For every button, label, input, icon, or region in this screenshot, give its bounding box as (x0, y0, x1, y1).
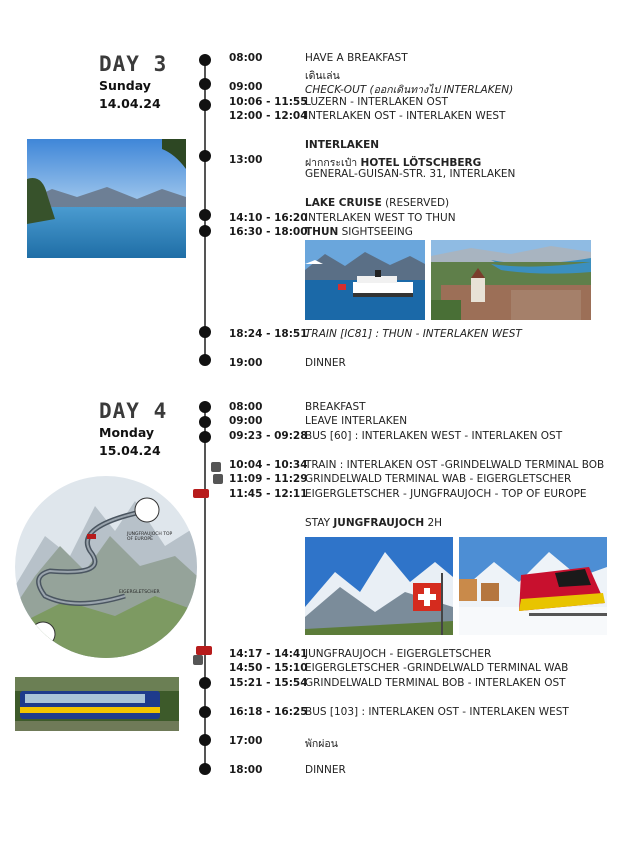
schedule-desc: EIGERGLETSCHER -GRINDELWALD TERMINAL WAB (305, 662, 569, 674)
schedule-time: 09:23 - 09:28 (229, 430, 308, 442)
jungfrau-railway-photo (459, 537, 607, 635)
schedule-time: 09:00 (229, 81, 263, 93)
schedule-time: 09:00 (229, 415, 263, 427)
timeline-dot (199, 734, 211, 746)
schedule-desc: INTERLAKEN OST - INTERLAKEN WEST (305, 110, 506, 122)
schedule-time: 08:00 (229, 52, 263, 64)
schedule-desc: TRAIN [IC81] : THUN - INTERLAKEN WEST (305, 328, 522, 340)
schedule-time: 11:09 - 11:29 (229, 473, 308, 485)
map-label-mid: EIGERGLETSCHER (119, 590, 160, 595)
timeline-dot (199, 401, 211, 413)
timeline-dot (199, 78, 211, 90)
timeline-dot (199, 354, 211, 366)
gondola-icon (193, 655, 203, 665)
timeline-dot (199, 209, 211, 221)
schedule-desc: ฝากกระเป๋า HOTEL LÖTSCHBERG (305, 157, 482, 169)
map-label-bottom: GRINDELWALD TERMINAL (31, 650, 64, 658)
schedule-desc: STAY JUNGFRAUJOCH 2H (305, 517, 443, 529)
schedule-time: 14:10 - 16:20 (229, 212, 308, 224)
timeline-dot (199, 54, 211, 66)
schedule-time: 11:45 - 12:11 (229, 488, 308, 500)
gondola-icon (211, 462, 221, 472)
schedule-time: 19:00 (229, 357, 263, 369)
day3-weekday: Sunday (99, 78, 151, 93)
schedule-time: 10:06 - 11:55 (229, 96, 308, 108)
timeline-dot (199, 706, 211, 718)
schedule-time: 14:50 - 15:10 (229, 662, 308, 674)
schedule-time: 15:21 - 15:54 (229, 677, 308, 689)
train-icon (196, 646, 212, 655)
gondola-icon (213, 474, 223, 484)
schedule-time: 18:24 - 18:51 (229, 328, 308, 340)
schedule-desc: GRINDELWALD TERMINAL WAB - EIGERGLETSCHER (305, 473, 572, 485)
schedule-desc: HAVE A BREAKFAST (305, 52, 408, 64)
lake-cruise-photo (305, 240, 425, 320)
jungfraujoch-flag-photo (305, 537, 453, 635)
schedule-time: 10:04 - 10:34 (229, 459, 308, 471)
timeline-dot (199, 677, 211, 689)
schedule-time: 13:00 (229, 154, 263, 166)
schedule-desc: BUS [60] : INTERLAKEN WEST - INTERLAKEN OST (305, 430, 563, 442)
schedule-desc: CHECK-OUT (ออกเดินทางไป INTERLAKEN) (305, 84, 514, 96)
schedule-desc: LEAVE INTERLAKEN (305, 415, 408, 427)
map-label-top: JUNGFRAUJOCH TOP OF EUROPE (127, 532, 173, 542)
train-icon (193, 489, 209, 498)
schedule-desc: GENERAL-GUISAN-STR. 31, INTERLAKEN (305, 168, 516, 180)
schedule-desc: JUNGFRAUJOCH - EIGERGLETSCHER (305, 648, 492, 660)
lake-thun-photo (27, 139, 186, 258)
schedule-time: 08:00 (229, 401, 263, 413)
timeline-dot (199, 763, 211, 775)
schedule-desc: LUZERN - INTERLAKEN OST (305, 96, 448, 108)
schedule-desc: TRAIN : INTERLAKEN OST -GRINDELWALD TERMINAL BOB (305, 459, 605, 471)
timeline-dot (199, 225, 211, 237)
schedule-time: 16:18 - 16:25 (229, 706, 308, 718)
day3-date: 14.04.24 (99, 96, 161, 111)
bob-train-photo (15, 677, 179, 731)
schedule-time: 12:00 - 12:04 (229, 110, 308, 122)
schedule-time: 16:30 - 18:00 (229, 226, 308, 238)
day4-weekday: Monday (99, 425, 155, 440)
timeline-dot (199, 326, 211, 338)
schedule-desc: DINNER (305, 357, 346, 369)
schedule-time: 18:00 (229, 764, 263, 776)
schedule-desc: DINNER (305, 764, 346, 776)
schedule-desc: BUS [103] : INTERLAKEN OST - INTERLAKEN WEST (305, 706, 569, 718)
day4-date: 15.04.24 (99, 443, 161, 458)
day4-title: DAY 4 (99, 399, 168, 423)
schedule-desc: เดินเล่น (305, 70, 340, 82)
schedule-desc: BREAKFAST (305, 401, 366, 413)
schedule-heading: INTERLAKEN (305, 139, 380, 151)
schedule-desc: GRINDELWALD TERMINAL BOB - INTERLAKEN OST (305, 677, 566, 689)
day3-title: DAY 3 (99, 52, 168, 76)
jungfrau-route-map (15, 476, 197, 658)
schedule-desc: THUN SIGHTSEEING (305, 226, 413, 238)
timeline-dot (199, 416, 211, 428)
thun-town-photo (431, 240, 591, 320)
timeline-dot (199, 99, 211, 111)
schedule-desc: INTERLAKEN WEST TO THUN (305, 212, 456, 224)
schedule-time: 17:00 (229, 735, 263, 747)
schedule-desc: พักผ่อน (305, 738, 338, 750)
schedule-desc: EIGERGLETSCHER - JUNGFRAUJOCH - TOP OF EUROPE (305, 488, 587, 500)
schedule-desc: LAKE CRUISE (RESERVED) (305, 197, 450, 209)
schedule-time: 14:17 - 14:41 (229, 648, 308, 660)
timeline-dot (199, 431, 211, 443)
timeline-dot (199, 150, 211, 162)
